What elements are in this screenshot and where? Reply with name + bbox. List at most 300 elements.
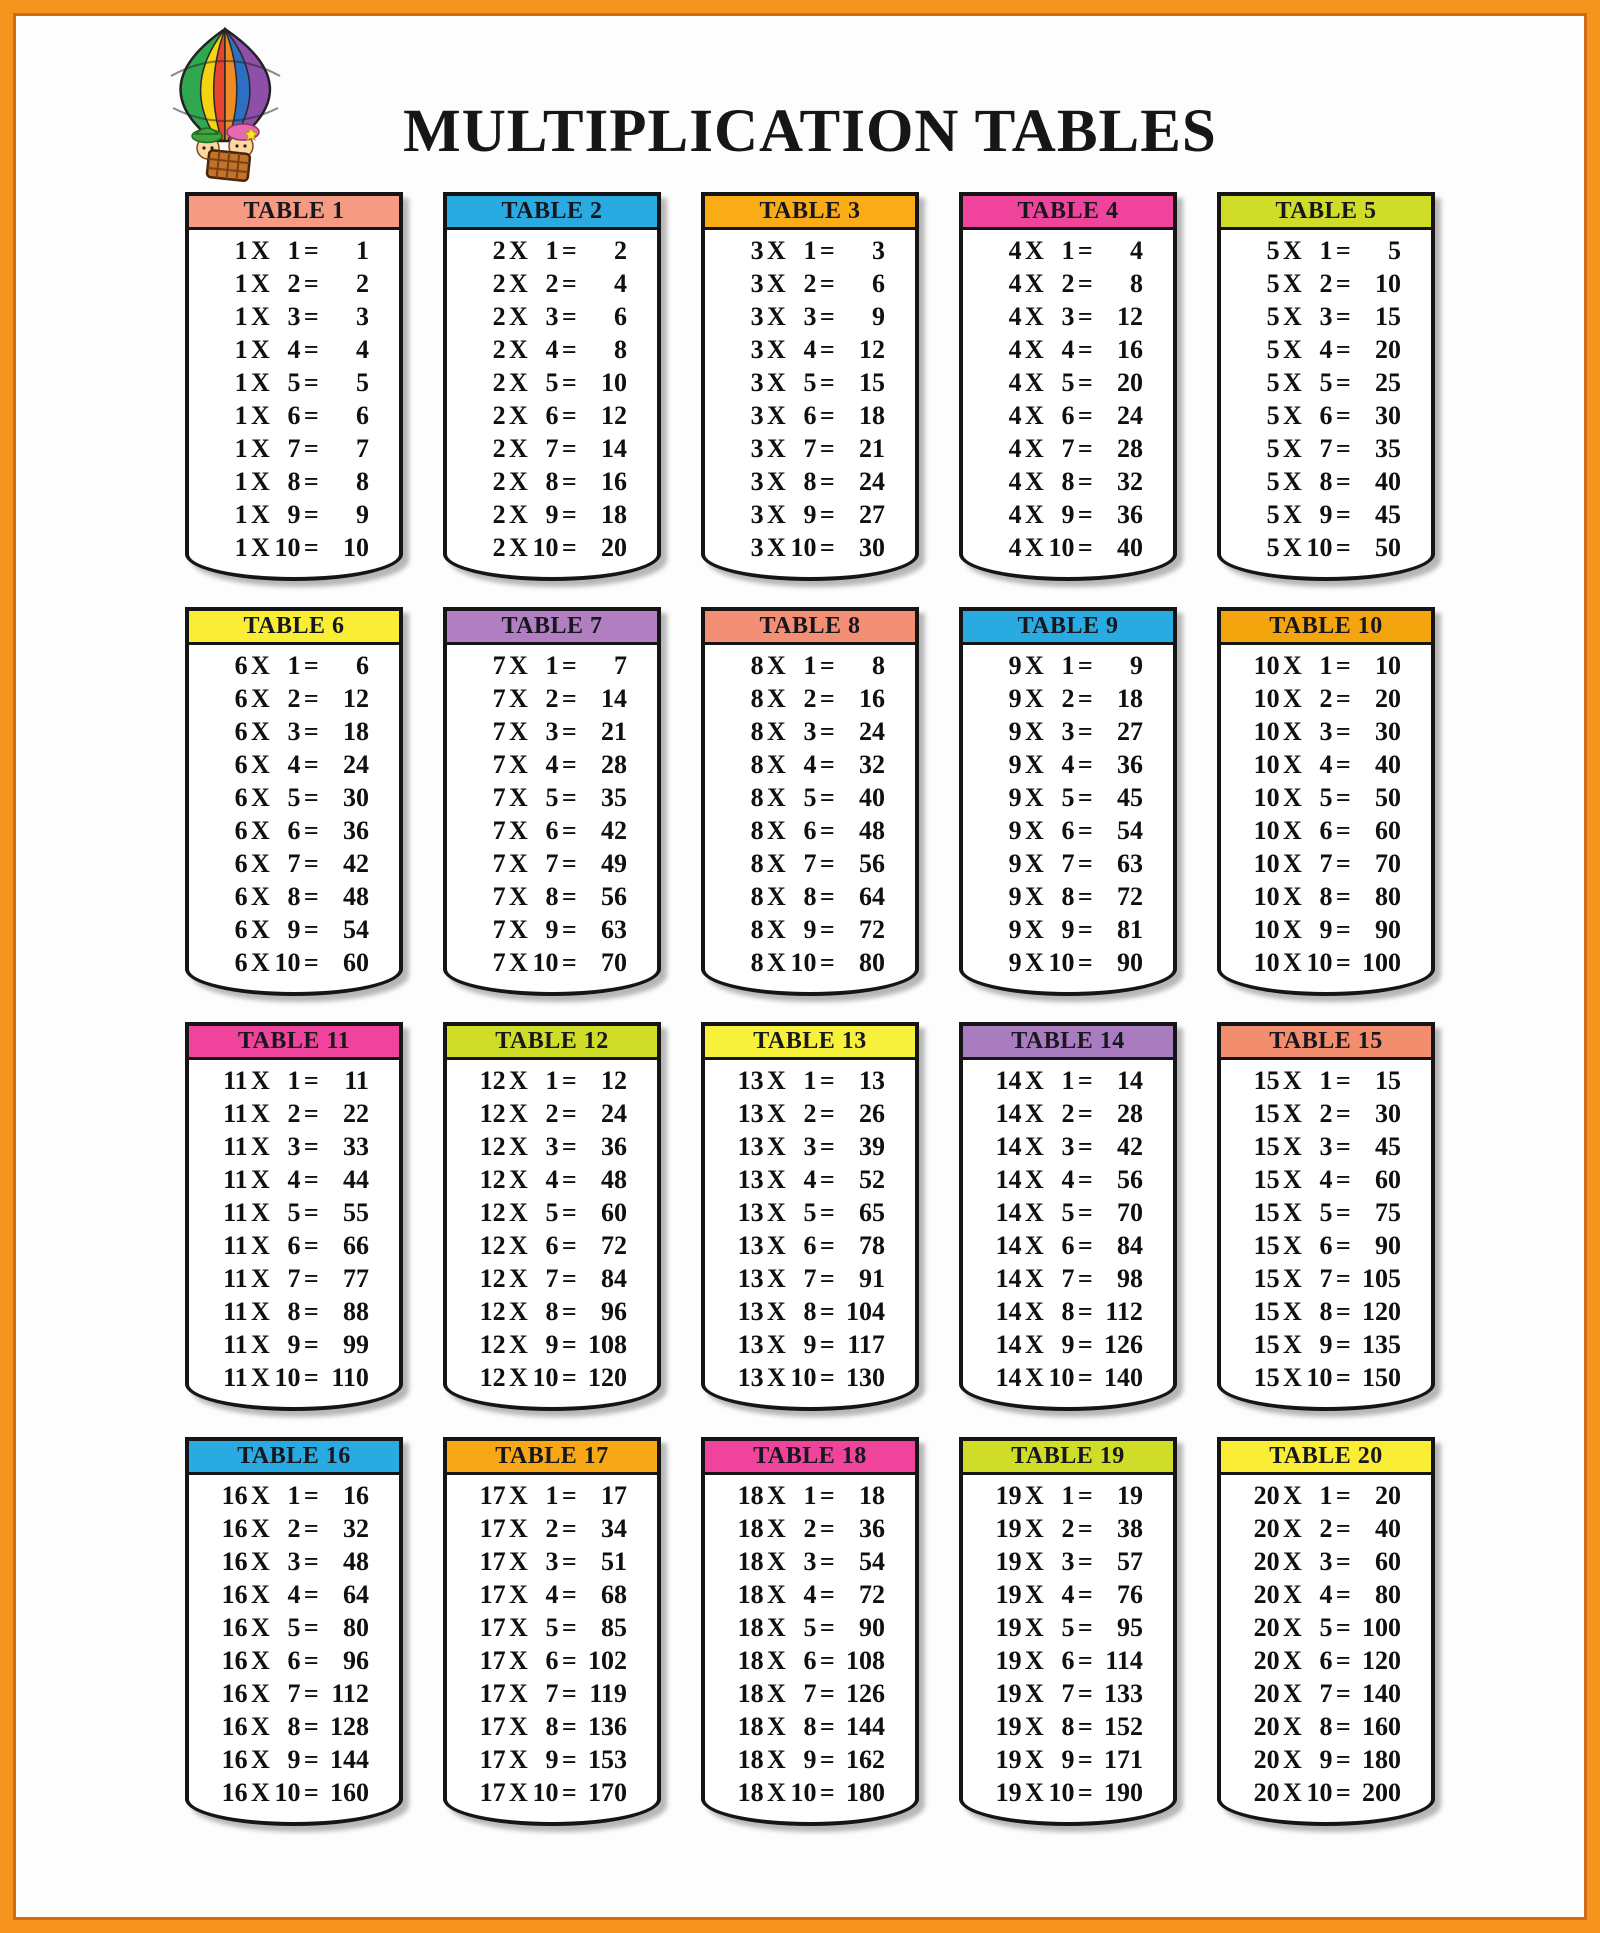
multiplication-row [705, 1512, 915, 1545]
multiplicand: 4 [1008, 335, 1022, 364]
multiplicand: 2 [492, 269, 506, 298]
multiplicand: 10 [1253, 915, 1280, 944]
multiplier: 3 [287, 1547, 301, 1576]
equals-symbol: = [1335, 1297, 1351, 1326]
multiplicand: 10 [1253, 717, 1280, 746]
multiplier: 9 [545, 500, 559, 529]
multiplication-row [1221, 333, 1431, 366]
equals-symbol: = [561, 1646, 577, 1675]
multiplier: 9 [803, 1745, 817, 1774]
equals-symbol: = [1077, 533, 1093, 562]
times-symbol: X [509, 1297, 528, 1326]
multiplier: 4 [803, 1165, 817, 1194]
product-value: 160 [329, 1778, 369, 1807]
product-value: 33 [342, 1132, 369, 1161]
equals-symbol: = [1335, 1330, 1351, 1359]
equals-symbol: = [1335, 1745, 1351, 1774]
multiplication-row [447, 1743, 657, 1776]
multiplicand: 2 [492, 467, 506, 496]
multiplicand: 16 [221, 1547, 248, 1576]
times-symbol: X [509, 1613, 528, 1642]
times-symbol: X [251, 335, 270, 364]
equals-symbol: = [303, 750, 319, 779]
multiplication-row [447, 946, 657, 979]
product-value: 15 [858, 368, 885, 397]
equals-symbol: = [1077, 1613, 1093, 1642]
times-symbol: X [509, 302, 528, 331]
multiplier: 6 [287, 401, 301, 430]
product-value: 24 [342, 750, 369, 779]
multiplicand: 17 [479, 1745, 506, 1774]
multiplier: 4 [1061, 1580, 1075, 1609]
multiplication-row [189, 748, 399, 781]
times-symbol: X [509, 1363, 528, 1392]
equals-symbol: = [561, 368, 577, 397]
product-value: 20 [1374, 335, 1401, 364]
equals-symbol: = [1335, 1778, 1351, 1807]
times-symbol: X [509, 1264, 528, 1293]
multiplication-row [189, 1262, 399, 1295]
multiplier: 9 [545, 1745, 559, 1774]
multiplication-row [963, 1611, 1173, 1644]
product-value: 28 [1116, 1099, 1143, 1128]
multiplier: 4 [1319, 750, 1333, 779]
table-card-body [189, 230, 399, 564]
multiplication-row [1221, 880, 1431, 913]
times-symbol: X [251, 750, 270, 779]
table-card-header [705, 196, 915, 230]
product-value: 35 [600, 783, 627, 812]
multiplier: 7 [803, 1679, 817, 1708]
multiplier: 3 [287, 1132, 301, 1161]
multiplication-row [189, 1479, 399, 1512]
multiplicand: 13 [737, 1198, 764, 1227]
product-value: 10 [600, 368, 627, 397]
multiplication-row [963, 234, 1173, 267]
multiplicand: 1 [234, 434, 248, 463]
times-symbol: X [1025, 651, 1044, 680]
product-value: 100 [1361, 1613, 1401, 1642]
multiplicand: 16 [221, 1712, 248, 1741]
multiplicand: 9 [1008, 750, 1022, 779]
multiplicand: 10 [1253, 783, 1280, 812]
equals-symbol: = [819, 1066, 835, 1095]
product-value: 40 [858, 783, 885, 812]
table-card [959, 607, 1177, 996]
multiplier: 2 [287, 1099, 301, 1128]
times-symbol: X [767, 1198, 786, 1227]
multiplication-row [189, 1743, 399, 1776]
equals-symbol: = [1077, 302, 1093, 331]
multiplicand: 6 [234, 750, 248, 779]
times-symbol: X [767, 236, 786, 265]
multiplier: 10 [790, 948, 817, 977]
equals-symbol: = [819, 335, 835, 364]
multiplication-row [447, 1097, 657, 1130]
equals-symbol: = [1077, 1679, 1093, 1708]
multiplication-row [189, 1361, 399, 1394]
times-symbol: X [1025, 915, 1044, 944]
multiplier: 1 [287, 651, 301, 680]
multiplicand: 14 [995, 1165, 1022, 1194]
times-symbol: X [1283, 1165, 1302, 1194]
equals-symbol: = [1335, 915, 1351, 944]
times-symbol: X [251, 1264, 270, 1293]
multiplicand: 8 [750, 849, 764, 878]
equals-symbol: = [561, 1198, 577, 1227]
multiplicand: 17 [479, 1646, 506, 1675]
times-symbol: X [1025, 1745, 1044, 1774]
multiplicand: 14 [995, 1231, 1022, 1260]
table-card-body [447, 1475, 657, 1809]
product-value: 42 [1116, 1132, 1143, 1161]
equals-symbol: = [561, 1514, 577, 1543]
equals-symbol: = [303, 915, 319, 944]
times-symbol: X [1025, 1198, 1044, 1227]
equals-symbol: = [1077, 915, 1093, 944]
table-card-body [705, 1060, 915, 1394]
multiplicand: 10 [1253, 684, 1280, 713]
product-value: 48 [858, 816, 885, 845]
equals-symbol: = [819, 1132, 835, 1161]
multiplication-row [1221, 1545, 1431, 1578]
multiplication-row [705, 1328, 915, 1361]
product-value: 108 [587, 1330, 627, 1359]
multiplier: 1 [803, 236, 817, 265]
multiplication-row [447, 1130, 657, 1163]
product-value: 13 [858, 1066, 885, 1095]
equals-symbol: = [561, 434, 577, 463]
multiplicand: 13 [737, 1297, 764, 1326]
equals-symbol: = [1335, 1481, 1351, 1510]
times-symbol: X [767, 651, 786, 680]
equals-symbol: = [561, 500, 577, 529]
product-value: 95 [1116, 1613, 1143, 1642]
times-symbol: X [1283, 434, 1302, 463]
table-card [1217, 607, 1435, 996]
multiplicand: 16 [221, 1778, 248, 1807]
equals-symbol: = [561, 302, 577, 331]
multiplication-row [447, 748, 657, 781]
multiplier: 9 [803, 1330, 817, 1359]
times-symbol: X [1025, 434, 1044, 463]
table-card-body [189, 1475, 399, 1809]
times-symbol: X [1025, 533, 1044, 562]
table-card [443, 1437, 661, 1826]
multiplier: 6 [803, 1646, 817, 1675]
product-value: 48 [600, 1165, 627, 1194]
times-symbol: X [509, 1679, 528, 1708]
times-symbol: X [251, 1646, 270, 1675]
product-value: 72 [858, 915, 885, 944]
table-card [443, 607, 661, 996]
equals-symbol: = [303, 1264, 319, 1293]
product-value: 7 [613, 651, 627, 680]
multiplier: 6 [803, 816, 817, 845]
product-value: 60 [1374, 1165, 1401, 1194]
times-symbol: X [1283, 1198, 1302, 1227]
times-symbol: X [1283, 1066, 1302, 1095]
page-title: MULTIPLICATION TABLES [403, 97, 1217, 165]
multiplier: 6 [545, 401, 559, 430]
equals-symbol: = [1077, 1231, 1093, 1260]
multiplier: 4 [803, 750, 817, 779]
multiplicand: 6 [234, 948, 248, 977]
times-symbol: X [1025, 783, 1044, 812]
multiplication-row [189, 1578, 399, 1611]
times-symbol: X [767, 783, 786, 812]
product-value: 57 [1116, 1547, 1143, 1576]
equals-symbol: = [1077, 1646, 1093, 1675]
times-symbol: X [251, 1066, 270, 1095]
times-symbol: X [509, 717, 528, 746]
product-value: 70 [1116, 1198, 1143, 1227]
product-value: 36 [1116, 750, 1143, 779]
multiplier: 3 [1319, 302, 1333, 331]
multiplier: 2 [803, 269, 817, 298]
equals-symbol: = [561, 236, 577, 265]
multiplication-row [705, 1710, 915, 1743]
multiplicand: 2 [492, 434, 506, 463]
multiplier: 9 [287, 1330, 301, 1359]
equals-symbol: = [1335, 1580, 1351, 1609]
multiplier: 5 [287, 783, 301, 812]
times-symbol: X [1025, 1165, 1044, 1194]
equals-symbol: = [561, 750, 577, 779]
tables-grid [185, 192, 1435, 1826]
product-value: 80 [1374, 882, 1401, 911]
product-value: 60 [1374, 1547, 1401, 1576]
multiplicand: 11 [223, 1297, 248, 1326]
product-value: 50 [1374, 533, 1401, 562]
equals-symbol: = [1335, 1132, 1351, 1161]
multiplication-row [1221, 1196, 1431, 1229]
equals-symbol: = [819, 500, 835, 529]
product-value: 18 [858, 401, 885, 430]
table-card [701, 1022, 919, 1411]
multiplicand: 12 [479, 1132, 506, 1161]
equals-symbol: = [1335, 335, 1351, 364]
multiplier: 4 [1319, 335, 1333, 364]
times-symbol: X [509, 684, 528, 713]
multiplicand: 20 [1253, 1514, 1280, 1543]
times-symbol: X [509, 335, 528, 364]
product-value: 144 [329, 1745, 369, 1774]
multiplier: 10 [790, 533, 817, 562]
multiplier: 2 [803, 1514, 817, 1543]
multiplication-row [963, 814, 1173, 847]
equals-symbol: = [1077, 651, 1093, 680]
multiplicand: 15 [1253, 1099, 1280, 1128]
multiplication-row [189, 1545, 399, 1578]
multiplier: 5 [1319, 783, 1333, 812]
multiplication-row [189, 432, 399, 465]
multiplicand: 2 [492, 401, 506, 430]
product-value: 48 [342, 882, 369, 911]
multiplier: 8 [1319, 882, 1333, 911]
multiplicand: 15 [1253, 1330, 1280, 1359]
multiplication-row [1221, 1710, 1431, 1743]
multiplication-row [963, 1097, 1173, 1130]
times-symbol: X [1283, 1231, 1302, 1260]
multiplier: 8 [287, 467, 301, 496]
multiplicand: 20 [1253, 1679, 1280, 1708]
product-value: 114 [1105, 1646, 1143, 1675]
multiplier: 3 [545, 302, 559, 331]
product-value: 6 [355, 401, 369, 430]
equals-symbol: = [303, 1297, 319, 1326]
multiplier: 9 [287, 915, 301, 944]
equals-symbol: = [303, 717, 319, 746]
equals-symbol: = [561, 1099, 577, 1128]
multiplicand: 19 [995, 1679, 1022, 1708]
multiplier: 6 [287, 816, 301, 845]
equals-symbol: = [1077, 1330, 1093, 1359]
multiplicand: 11 [223, 1066, 248, 1095]
multiplicand: 14 [995, 1264, 1022, 1293]
equals-symbol: = [1077, 1132, 1093, 1161]
equals-symbol: = [303, 1198, 319, 1227]
equals-symbol: = [303, 500, 319, 529]
multiplication-row [705, 1097, 915, 1130]
multiplier: 2 [545, 269, 559, 298]
multiplication-row [1221, 748, 1431, 781]
multiplication-row [189, 1163, 399, 1196]
equals-symbol: = [1077, 401, 1093, 430]
equals-symbol: = [303, 1646, 319, 1675]
multiplier: 3 [803, 302, 817, 331]
multiplication-row [447, 1328, 657, 1361]
multiplier: 10 [1306, 948, 1333, 977]
product-value: 90 [858, 1613, 885, 1642]
product-value: 18 [342, 717, 369, 746]
multiplicand: 20 [1253, 1481, 1280, 1510]
multiplier: 9 [545, 915, 559, 944]
equals-symbol: = [819, 533, 835, 562]
product-value: 10 [342, 533, 369, 562]
multiplicand: 11 [223, 1132, 248, 1161]
table-card [959, 1437, 1177, 1826]
product-value: 18 [600, 500, 627, 529]
times-symbol: X [1025, 849, 1044, 878]
product-value: 112 [331, 1679, 369, 1708]
equals-symbol: = [1335, 236, 1351, 265]
product-value: 108 [845, 1646, 885, 1675]
times-symbol: X [509, 269, 528, 298]
equals-symbol: = [561, 335, 577, 364]
product-value: 96 [600, 1297, 627, 1326]
table-card-body [447, 645, 657, 979]
multiplication-row [447, 1229, 657, 1262]
times-symbol: X [251, 1712, 270, 1741]
multiplication-row [705, 498, 915, 531]
multiplication-row [447, 1578, 657, 1611]
multiplier: 5 [545, 368, 559, 397]
table-title: TABLE 20 [1269, 1443, 1383, 1469]
equals-symbol: = [561, 717, 577, 746]
multiplicand: 8 [750, 882, 764, 911]
multiplication-row [1221, 366, 1431, 399]
multiplication-row [1221, 1295, 1431, 1328]
equals-symbol: = [1077, 1514, 1093, 1543]
table-title: TABLE 14 [1011, 1028, 1125, 1054]
equals-symbol: = [819, 1679, 835, 1708]
multiplication-row [705, 946, 915, 979]
equals-symbol: = [1077, 1264, 1093, 1293]
multiplicand: 7 [492, 684, 506, 713]
product-value: 42 [600, 816, 627, 845]
multiplier: 7 [1061, 1679, 1075, 1708]
times-symbol: X [767, 500, 786, 529]
multiplication-row [963, 847, 1173, 880]
multiplier: 10 [274, 533, 301, 562]
multiplicand: 11 [223, 1165, 248, 1194]
equals-symbol: = [1335, 467, 1351, 496]
equals-symbol: = [819, 434, 835, 463]
multiplier: 4 [287, 750, 301, 779]
multiplicand: 8 [750, 948, 764, 977]
times-symbol: X [767, 1547, 786, 1576]
product-value: 96 [342, 1646, 369, 1675]
multiplication-row [963, 1064, 1173, 1097]
table-title: TABLE 5 [1275, 198, 1377, 224]
table-card-header [189, 196, 399, 230]
multiplier: 2 [1061, 684, 1075, 713]
times-symbol: X [251, 849, 270, 878]
multiplicand: 15 [1253, 1231, 1280, 1260]
multiplicand: 13 [737, 1231, 764, 1260]
equals-symbol: = [561, 1745, 577, 1774]
multiplication-row [963, 1479, 1173, 1512]
equals-symbol: = [1077, 1481, 1093, 1510]
multiplication-row [963, 1578, 1173, 1611]
times-symbol: X [251, 1198, 270, 1227]
equals-symbol: = [303, 948, 319, 977]
multiplier: 1 [1061, 236, 1075, 265]
multiplier: 7 [287, 1264, 301, 1293]
multiplication-row [963, 1512, 1173, 1545]
multiplication-row [1221, 432, 1431, 465]
equals-symbol: = [303, 1547, 319, 1576]
table-title: TABLE 16 [237, 1443, 351, 1469]
table-card-header [963, 196, 1173, 230]
times-symbol: X [1283, 882, 1302, 911]
multiplicand: 10 [1253, 849, 1280, 878]
times-symbol: X [1283, 651, 1302, 680]
equals-symbol: = [1077, 816, 1093, 845]
multiplicand: 12 [479, 1099, 506, 1128]
multiplication-row [447, 432, 657, 465]
product-value: 16 [342, 1481, 369, 1510]
product-value: 180 [845, 1778, 885, 1807]
multiplier: 2 [803, 684, 817, 713]
table-card-body [705, 230, 915, 564]
multiplier: 8 [1319, 1297, 1333, 1326]
product-value: 21 [600, 717, 627, 746]
times-symbol: X [251, 1132, 270, 1161]
multiplication-row [189, 1130, 399, 1163]
table-title: TABLE 17 [495, 1443, 609, 1469]
times-symbol: X [509, 1198, 528, 1227]
multiplication-row [963, 498, 1173, 531]
table-card [701, 1437, 919, 1826]
multiplier: 3 [545, 717, 559, 746]
times-symbol: X [1025, 816, 1044, 845]
product-value: 80 [342, 1613, 369, 1642]
product-value: 120 [587, 1363, 627, 1392]
multiplication-row [447, 267, 657, 300]
multiplicand: 19 [995, 1712, 1022, 1741]
